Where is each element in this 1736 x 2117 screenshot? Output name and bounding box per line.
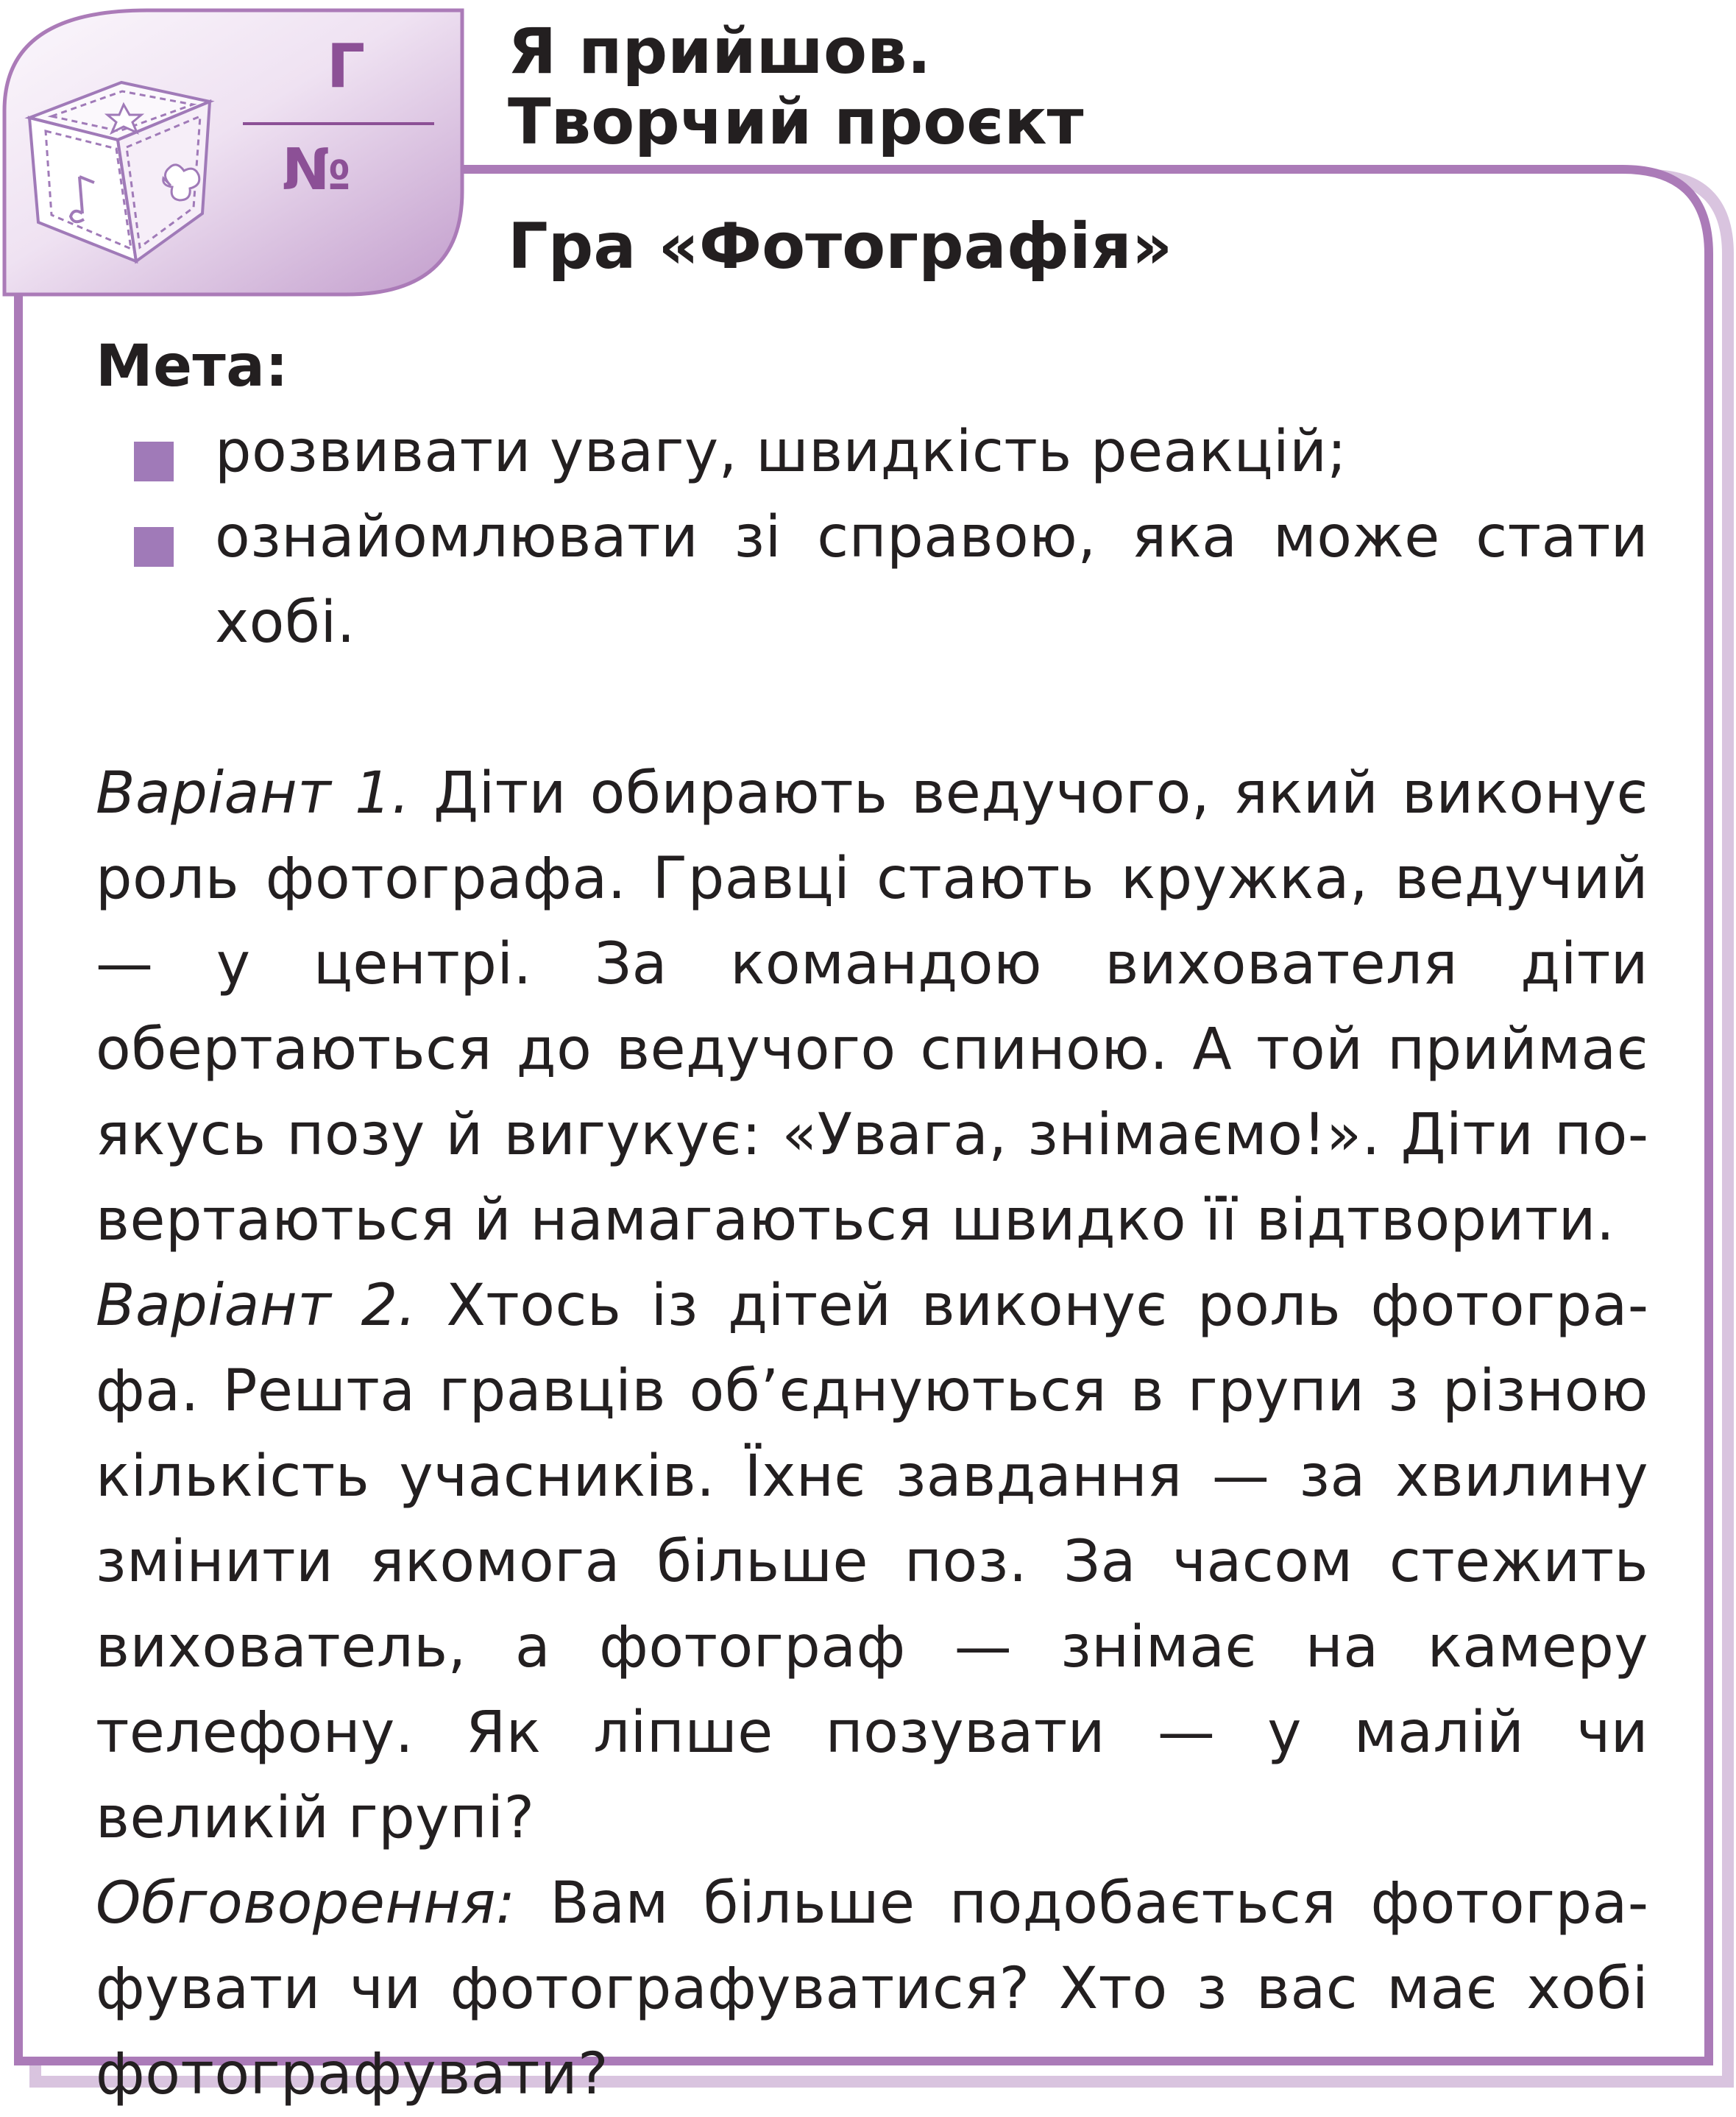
- section-title-line2: Творчий проєкт: [508, 85, 1084, 159]
- goal-item: ознайомлювати зі справою, яка може стати хобі.: [96, 495, 1648, 665]
- section-title-line1: Я прийшов.: [508, 15, 932, 88]
- tab-letter: Г: [326, 32, 366, 102]
- variant-1-label: Варіант 1.: [96, 760, 411, 827]
- goal-item: розвивати увагу, швидкість реакцій;: [96, 409, 1648, 495]
- variant-1-paragraph: [96, 751, 1648, 1263]
- card-content: [96, 324, 1648, 2117]
- section-title: [508, 16, 1083, 158]
- discussion-text: Вам більше подобається фотографувати чи фотографуватися? Хто з вас має хобі фотографувати?: [96, 1870, 1648, 2107]
- game-title: Гра «Фотографія»: [508, 210, 1173, 283]
- goal-heading: Мета:: [96, 333, 289, 400]
- discussion-paragraph: [96, 1861, 1648, 2117]
- variant-1-text: Діти обирають ведучого, який виконує роль фотографа. Гравці стають кружка, ведучий — у центрі. За командою вихователя діти обертаються до ведучого спиною. А той приймає якусь позу й вигукує: «Увага, знімаємо!». Діти повертаються й намагаються швидко її відтворити.: [96, 760, 1648, 1254]
- variant-2-label: Варіант 2.: [96, 1273, 417, 1339]
- game-description: [96, 751, 1648, 2117]
- variant-2-paragraph: [96, 1263, 1648, 1861]
- goal-list: [96, 409, 1648, 665]
- tab-number-sign: №: [282, 137, 351, 203]
- discussion-label: Обговорення:: [96, 1870, 516, 1937]
- variant-2-text: Хтось із дітей виконує роль фотографа. Решта гравців об’єднуються в групи з різною кількість учасників. Їхнє завдання — за хвилину змінити якомога більше поз. За часом стежить вихователь, а фотограф — знімає на камеру телефону. Як ліпше позувати — у малій чи великій групі?: [96, 1273, 1649, 1851]
